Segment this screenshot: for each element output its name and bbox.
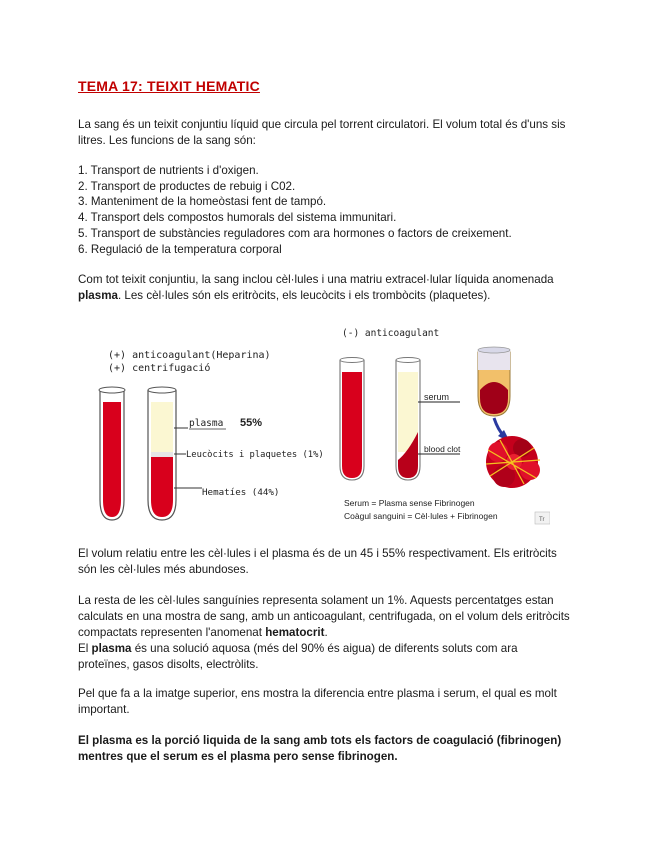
list-item: 3. Manteniment de la homeòstasi fent de tampó. xyxy=(78,195,327,209)
left-header-1: (+) anticoagulant(Heparina) xyxy=(108,350,271,361)
list-item: 1. Transport de nutrients i d'oxigen. xyxy=(78,164,259,177)
intro-paragraph xyxy=(78,117,578,149)
plasma-term: plasma xyxy=(78,289,118,302)
volume-paragraph xyxy=(78,546,578,578)
conclusion-line: El plasma es la porció liquida de la sang amb tots els factors de coagulació (fibrinogen) xyxy=(78,734,562,747)
blood-figure xyxy=(90,320,550,530)
rest-paragraph xyxy=(78,593,578,673)
list-item: 5. Transport de substàncies reguladores com ara hormones o factors de creixement. xyxy=(78,226,512,240)
label-blood-clot: blood clot xyxy=(424,444,461,454)
serum-tube-blood xyxy=(340,358,364,481)
text-run: és una solució aquosa (més del 90% és aigua) de diferents soluts com ara xyxy=(131,642,518,655)
functions-list xyxy=(78,163,512,257)
volume-line: són les cèl·lules més abundoses. xyxy=(78,563,249,576)
label-hematies: Hematíes (44%) xyxy=(202,487,280,498)
plasma-term: plasma xyxy=(91,642,132,655)
corner-tag: Tr xyxy=(539,517,545,523)
label-serum: serum xyxy=(424,392,450,402)
text-run: El xyxy=(78,642,92,655)
conclusion-line: mentres que el serum es el plasma pero sense fibrinogen. xyxy=(78,750,398,763)
intro-line: La sang és un teixit conjuntiu líquid que circula pel torrent circulatori. El volum total és d'uns sis xyxy=(78,118,566,131)
text-run: compactats representen l'anomenat xyxy=(78,626,266,639)
list-item: 6. Regulació de la temperatura corporal xyxy=(78,242,282,256)
clotted-tube xyxy=(396,358,420,481)
caption-clot: Coàgul sanguini = Cèl·lules + Fibrinogen xyxy=(344,511,498,521)
label-plasma-pct: 55% xyxy=(240,417,263,429)
page-title: TEMA 17: TEIXIT HEMATIC xyxy=(78,78,260,94)
composition-line xyxy=(78,288,578,304)
rest-line xyxy=(78,625,578,641)
hematocrit-term: hematocrit xyxy=(265,626,325,639)
plasma-layer xyxy=(151,402,173,452)
composition-paragraph xyxy=(78,272,578,304)
sample-tube-illustration xyxy=(478,347,510,416)
volume-line: El volum relatiu entre les cèl·lules i el plasma és de un 45 i 55% respectivament. Els eritròcits xyxy=(78,547,557,560)
label-buffy-coat: Leucòcits i plaquetes (1%) xyxy=(186,450,324,460)
rest-line xyxy=(78,641,578,657)
buffy-coat-layer xyxy=(151,452,173,457)
hematies-layer xyxy=(151,457,173,517)
blood-fill xyxy=(103,402,121,517)
image-line: Pel que fa a la imatge superior, ens mostra la diferencia entre plasma i serum, el qual es molt xyxy=(78,687,557,700)
rest-line: La resta de les cèl·lules sanguínies representa solament un 1%. Aquests percentatges estan xyxy=(78,594,554,607)
image-line: important. xyxy=(78,703,130,716)
rest-line: proteïnes, gasos disolts, electròlits. xyxy=(78,658,259,671)
centrifuged-tube xyxy=(148,387,176,520)
list-item: 4. Transport dels compostos humorals del sistema immunitari. xyxy=(78,211,397,225)
rest-line: calculats en una mostra de sang, amb un anticoagulant, centrifugada, on el volum dels eritròcits xyxy=(78,610,570,623)
caption-serum: Serum = Plasma sense Fibrinogen xyxy=(344,498,475,508)
blood-fill xyxy=(342,372,362,478)
list-item: 2. Transport de productes de rebuig i C02. xyxy=(78,179,296,193)
composition-line: Com tot teixit conjuntiu, la sang inclou cèl·lules i una matriu extracel·lular líquida anomenada xyxy=(78,273,554,286)
label-plasma: plasma xyxy=(189,418,224,429)
text-run: . xyxy=(324,626,328,639)
composition-rest: . Les cèl·lules són els eritròcits, els leucòcits i els trombòcits (plaquetes). xyxy=(117,289,491,302)
left-header-2: (+) centrifugació xyxy=(108,363,211,374)
right-header: (-) anticoagulant xyxy=(342,328,440,339)
intro-line: litres. Les funcions de la sang són: xyxy=(78,134,256,147)
conclusion-paragraph xyxy=(78,733,578,765)
whole-blood-tube xyxy=(99,387,125,520)
image-paragraph xyxy=(78,686,578,718)
